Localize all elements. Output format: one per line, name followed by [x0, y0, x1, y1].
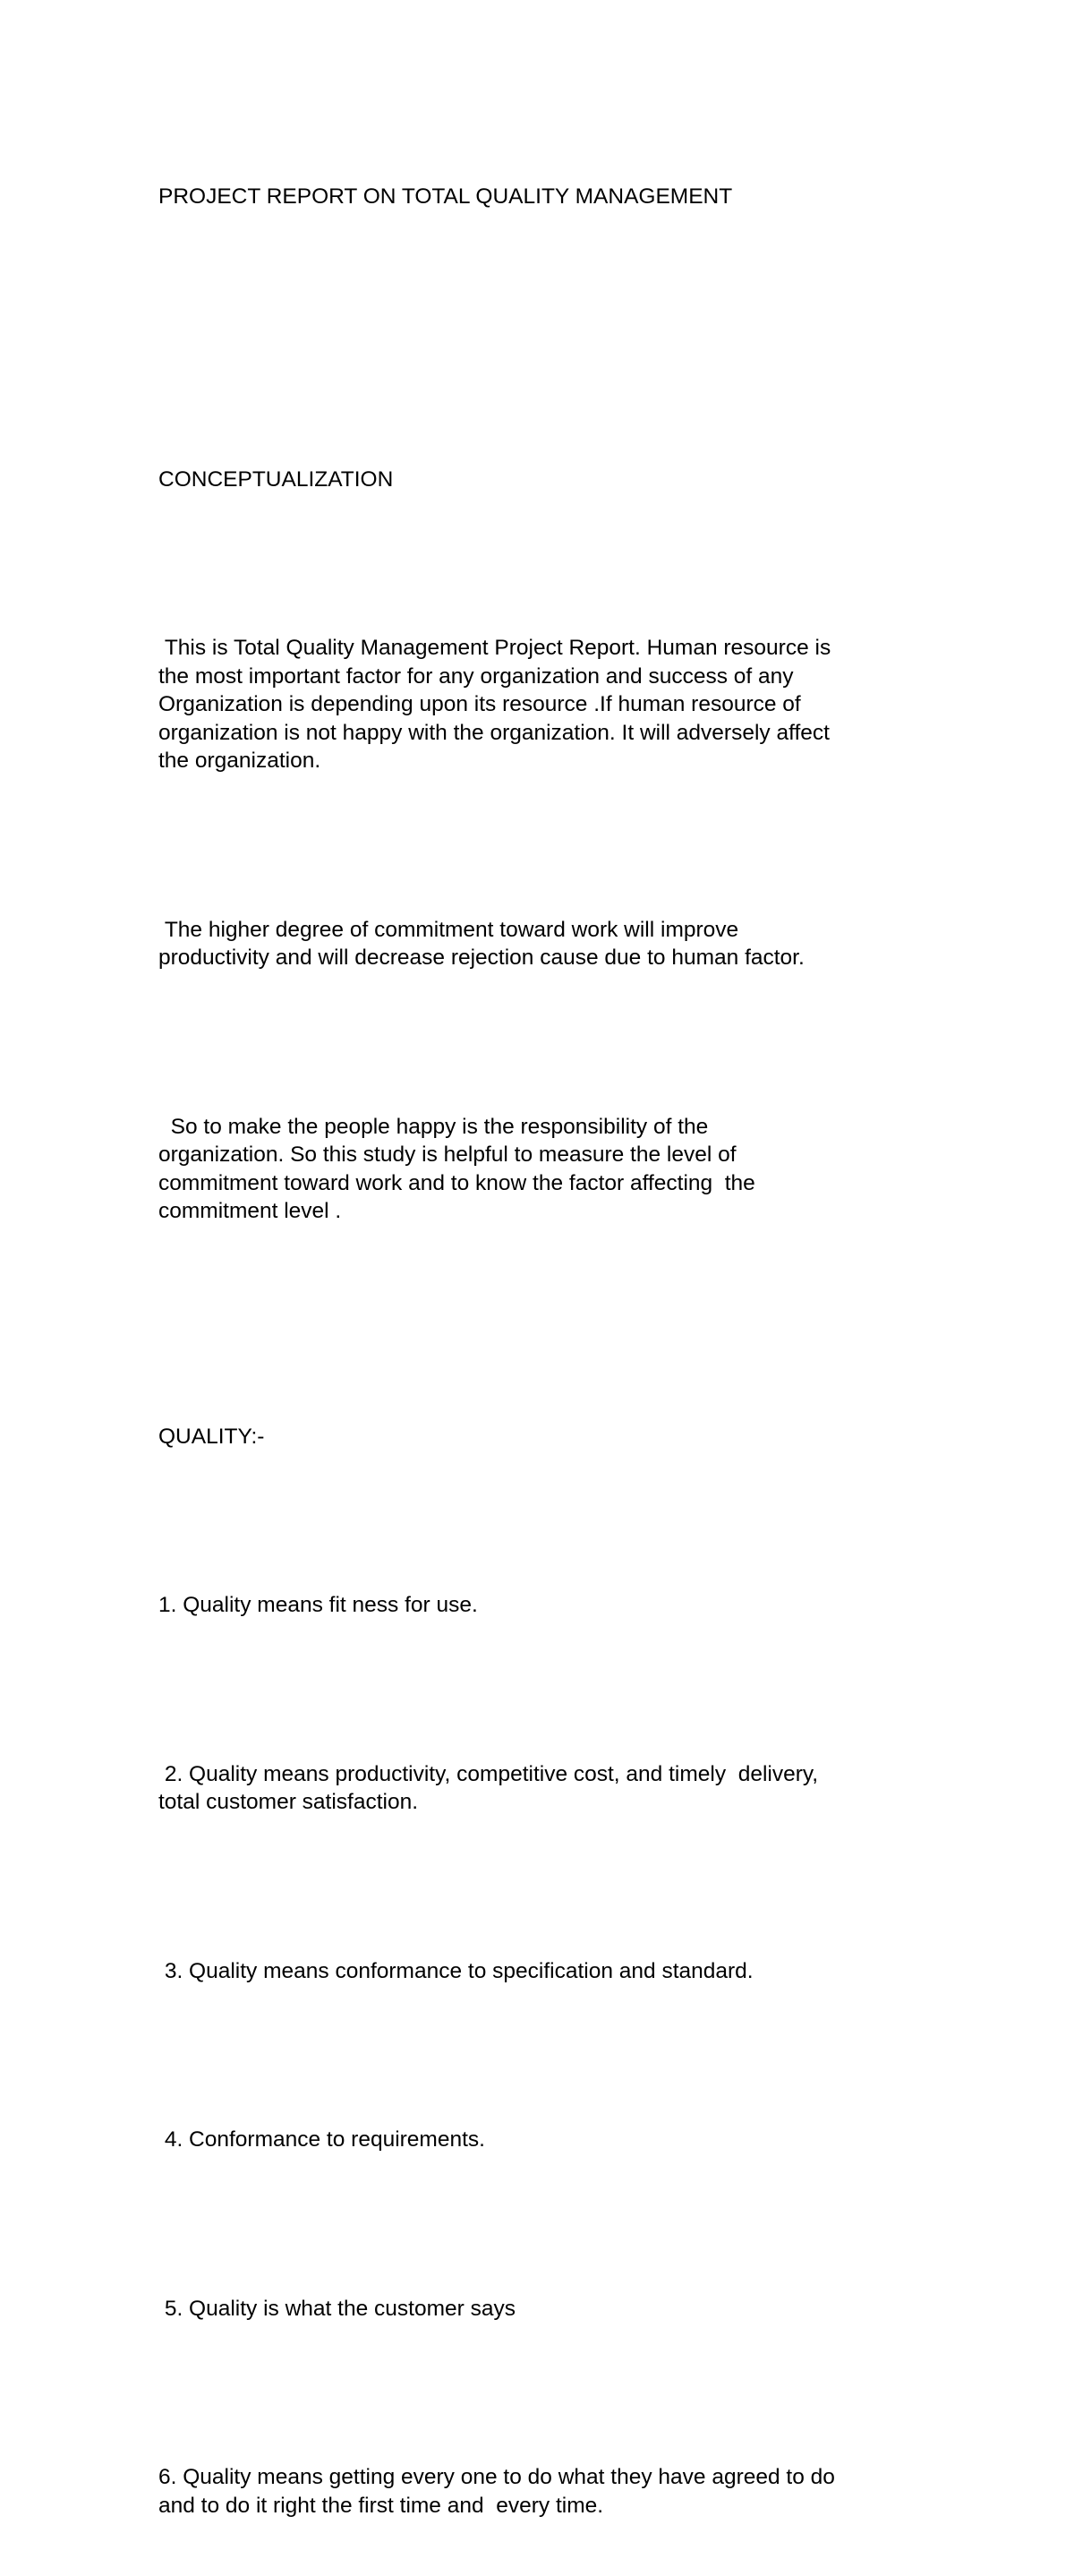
quality-item-2: 2. Quality means productivity, competitive cost, and timely delivery, total customer satisfaction.: [158, 1761, 819, 1814]
quality-item-5: 5. Quality is what the customer says: [158, 2296, 516, 2321]
quality-item-6: 6. Quality means getting every one to do what they have agreed to do and to do it right the first time and every time.: [158, 2465, 835, 2518]
spacer: [158, 550, 946, 578]
document-body: [158, 126, 946, 2576]
spacer: [158, 832, 946, 860]
spacer: [158, 1676, 946, 1704]
spacer: [158, 1873, 946, 1901]
paragraph-1: This is Total Quality Management Project Report. Human resource is the most important factor for any organization and success of any Organization is depending upon its resource .If human resource of organization is not happy with the organization. It will adversely affect the organization.: [158, 636, 831, 773]
quality-item-3: 3. Quality means conformance to specification and standard.: [158, 1958, 754, 1983]
document-title: PROJECT REPORT ON TOTAL QUALITY MANAGEMENT: [158, 184, 733, 209]
spacer: [158, 2379, 946, 2407]
quality-item-4: 4. Conformance to requirements.: [158, 2127, 485, 2152]
spacer: [158, 2211, 946, 2238]
section-heading-quality: QUALITY:-: [158, 1424, 265, 1449]
quality-item-1: 1. Quality means fit ness for use.: [158, 1593, 478, 1617]
spacer: [158, 1029, 946, 1057]
paragraph-3: So to make the people happy is the responsibility of the organization. So this study is helpful to measure the level of commitment toward work and to know the factor affecting the commitment level .: [158, 1114, 755, 1223]
paragraph-2: The higher degree of commitment toward work will improve productivity and will decrease rejection cause due to human factor.: [158, 917, 805, 970]
spacer: [158, 1282, 946, 1366]
section-heading-conceptualization: CONCEPTUALIZATION: [158, 466, 394, 492]
spacer: [158, 2041, 946, 2069]
spacer: [158, 1507, 946, 1535]
spacer: [158, 268, 946, 409]
